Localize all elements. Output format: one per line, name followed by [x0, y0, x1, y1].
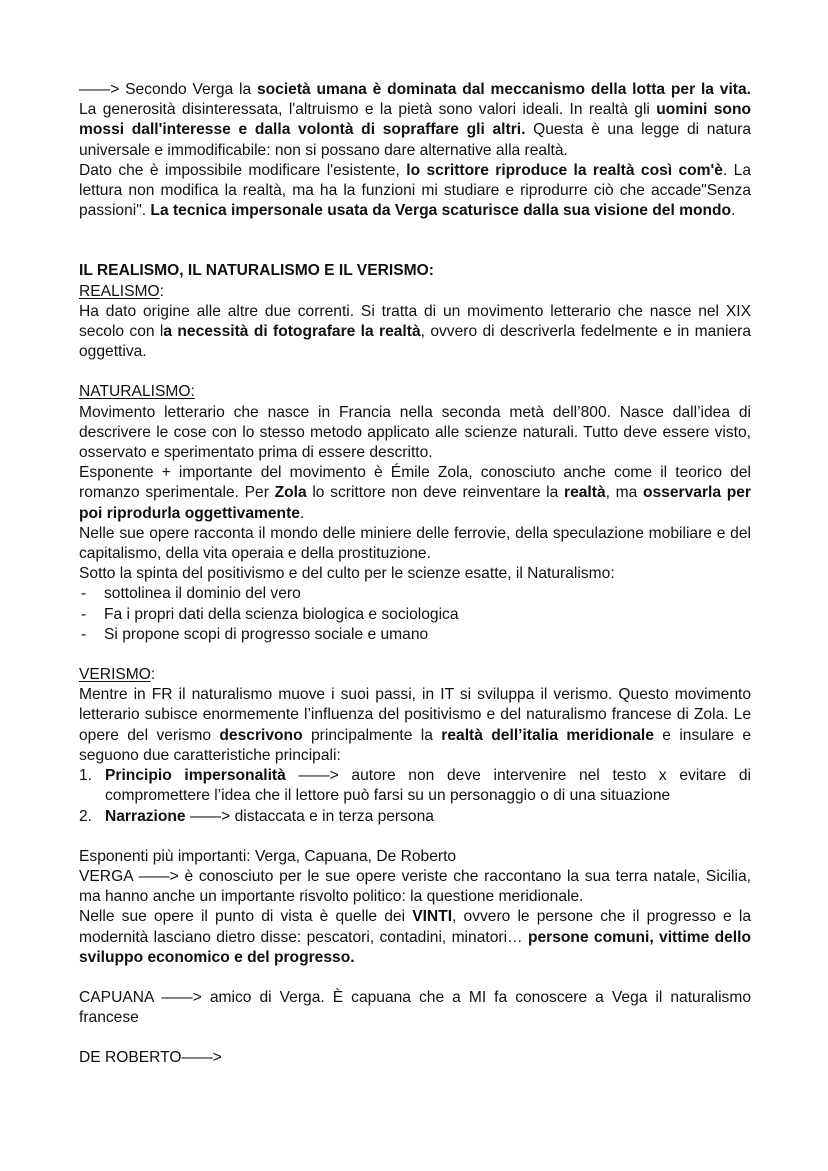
spacer [79, 1028, 751, 1048]
de-roberto-paragraph [79, 1048, 751, 1068]
main-heading: IL REALISMO, IL NATURALISMO E IL VERISMO: [79, 262, 434, 280]
text-run: ——> distaccata e in terza persona [185, 807, 434, 825]
text-run: Ha dato origine alle altre due correnti. Si tratta di un movimento letterario che nasce nel XIX secolo con l [79, 302, 751, 341]
text-run: , ovvero le persone che il progresso e la modernità lasciano dietro disse: pescatori, contadini, minatori… [79, 908, 751, 946]
bold-text: Principio impersonalità [105, 767, 286, 785]
text-run: ——> Secondo Verga la [79, 81, 257, 98]
spacer [79, 968, 751, 988]
bold-text: Narrazione [105, 807, 186, 825]
text-run: CAPUANA ——> amico di Verga. È capuana che a MI fa conoscere a Vega il naturalismo francese [79, 988, 751, 1027]
text-run: , ma [605, 484, 643, 502]
section-title-realismo [79, 282, 751, 302]
capuana-section [79, 988, 751, 1028]
text-run: Sotto la spinta del positivismo e del culto per le scienze esatte, il Naturalismo: [79, 565, 615, 583]
section-title-verismo [79, 665, 751, 685]
section-title-text: NATURALISMO: [79, 383, 195, 401]
list-item-text: Fa i propri dati della scienza biologica e sociologica [104, 605, 459, 623]
bold-text: realtà dell’italia meridionale [441, 726, 654, 744]
dash-bullet-icon: - [81, 605, 87, 623]
text-run: Mentre in FR il naturalismo muove i suoi passi, in IT si sviluppa il verismo. Questo movimento letterario subisce enormemente l’influenza del positivismo e del naturalismo francese di Zola. Le opere del verismo [79, 686, 751, 744]
esponenti-paragraph [79, 907, 751, 968]
bold-text: Zola [274, 484, 307, 502]
bold-text: realtà [564, 484, 606, 502]
number-marker: 2. [79, 807, 93, 825]
text-run: DE ROBERTO——> [79, 1049, 222, 1067]
text-run: Nelle sue opere il punto di vista è quelle dei [79, 908, 413, 926]
list-item [79, 625, 751, 645]
bold-text: descrivono [219, 726, 303, 744]
intro-paragraph [79, 161, 751, 222]
naturalismo-paragraph [79, 463, 751, 524]
section-title-naturalismo [79, 382, 751, 402]
naturalismo-list [79, 584, 751, 645]
realismo-paragraph [79, 302, 751, 363]
list-item-text: sottolinea il dominio del vero [104, 585, 301, 603]
text-run: , ovvero di descriverla fedelmente e in maniera oggettiva. [79, 323, 752, 361]
section-title-text: REALISMO [79, 282, 160, 300]
esponenti-section [79, 847, 751, 968]
numbered-item [79, 807, 751, 827]
bold-text: società umana è dominata dal meccanismo della lotta per la vita. [256, 81, 751, 98]
intro-paragraph [79, 80, 751, 161]
bold-text: a necessità di fotografare la realtà [163, 323, 421, 341]
text-run: Esponente + importante del movimento è Émile Zola, conosciuto anche come il teorico del romanzo sperimentale. Per [79, 464, 751, 502]
naturalismo-paragraph [79, 564, 751, 584]
naturalismo-paragraph [79, 524, 751, 564]
list-item [79, 605, 751, 625]
text-run: principalmente la [302, 726, 442, 744]
spacer [79, 362, 751, 382]
document-page [79, 80, 751, 1069]
dash-bullet-icon: - [81, 625, 87, 643]
text-run: Nelle sue opere racconta il mondo delle miniere delle ferrovie, della speculazione mobiliare e del capitalismo, della vita operaia e della prostituzione. [79, 524, 751, 563]
bold-text: lo scrittore riproduce la realtà così com'è [406, 161, 723, 179]
bold-text: persone comuni, vittime dello sviluppo economico e del progresso. [79, 928, 751, 966]
text-run: ——> autore non deve intervenire nel testo x evitare di compromettere l’idea che il lettore può farsi su un personaggio o di una situazione [105, 767, 752, 805]
de-roberto-section [79, 1048, 751, 1068]
verismo-numbered-list [79, 766, 751, 827]
bold-text: VINTI [412, 908, 453, 926]
bold-text: uomini sono mossi dall'interesse e dalla volontà di sopraffare gli altri. [79, 101, 752, 139]
numbered-item-text [105, 767, 751, 804]
section-title-colon: : [150, 666, 156, 684]
text-run: Dato che è impossibile modificare l'esistente, [79, 161, 407, 179]
esponenti-paragraph [79, 867, 751, 907]
naturalismo-section [79, 382, 751, 645]
spacer [79, 645, 751, 665]
text-run: e insulare e seguono due caratteristiche principali: [79, 726, 752, 764]
section-title-colon: : [159, 282, 164, 300]
bold-text: osservarla per poi riprodurla oggettivamente [79, 484, 751, 522]
text-run: . [299, 504, 305, 522]
text-run: La generosità disinteressata, l'altruismo e la pietà sono valori ideali. In realtà gli [79, 101, 657, 119]
numbered-item [79, 766, 751, 806]
section-title-text: VERISMO [79, 666, 151, 684]
text-run: lo scrittore non deve reinventare la [306, 484, 565, 502]
text-run: Questa è una legge di natura universale e immodificabile: non si possano dare alternative alla realtà. [79, 121, 751, 159]
bold-text: La tecnica impersonale usata da Verga scaturisce dalla sua visione del mondo [150, 202, 732, 220]
spacer [79, 221, 751, 261]
esponenti-paragraph [79, 847, 751, 867]
verismo-paragraph [79, 685, 751, 766]
naturalismo-paragraph [79, 403, 751, 464]
list-item [79, 584, 751, 604]
text-run: Esponenti più importanti: Verga, Capuana, De Roberto [79, 847, 457, 865]
text-run: . [731, 202, 736, 220]
text-run: Movimento letterario che nasce in Francia nella seconda metà dell’800. Nasce dall’idea di descrivere le cose con lo stesso metodo applicato alle scienze naturali. Tutto deve essere visto, osservato e sperimentato prima di essere descritto. [79, 403, 751, 462]
list-item-text: Si propone scopi di progresso sociale e umano [104, 625, 429, 643]
text-run: VERGA ——> è conosciuto per le sue opere veriste che raccontano la sua terra natale, Sicilia, ma hanno anche un importante risvolto politico: la questione meridionale. [79, 867, 751, 906]
verismo-section [79, 665, 751, 827]
dash-bullet-icon: - [81, 585, 87, 603]
spacer [79, 827, 751, 847]
text-run: . La lettura non modifica la realtà, ma ha la funzioni mi studiare e riprodurre ciò che accade"Senza passioni". [79, 161, 751, 220]
number-marker: 1. [79, 767, 93, 785]
realismo-section [79, 282, 751, 363]
intro-section [79, 80, 751, 221]
capuana-paragraph [79, 988, 751, 1028]
numbered-item-text [105, 808, 434, 825]
